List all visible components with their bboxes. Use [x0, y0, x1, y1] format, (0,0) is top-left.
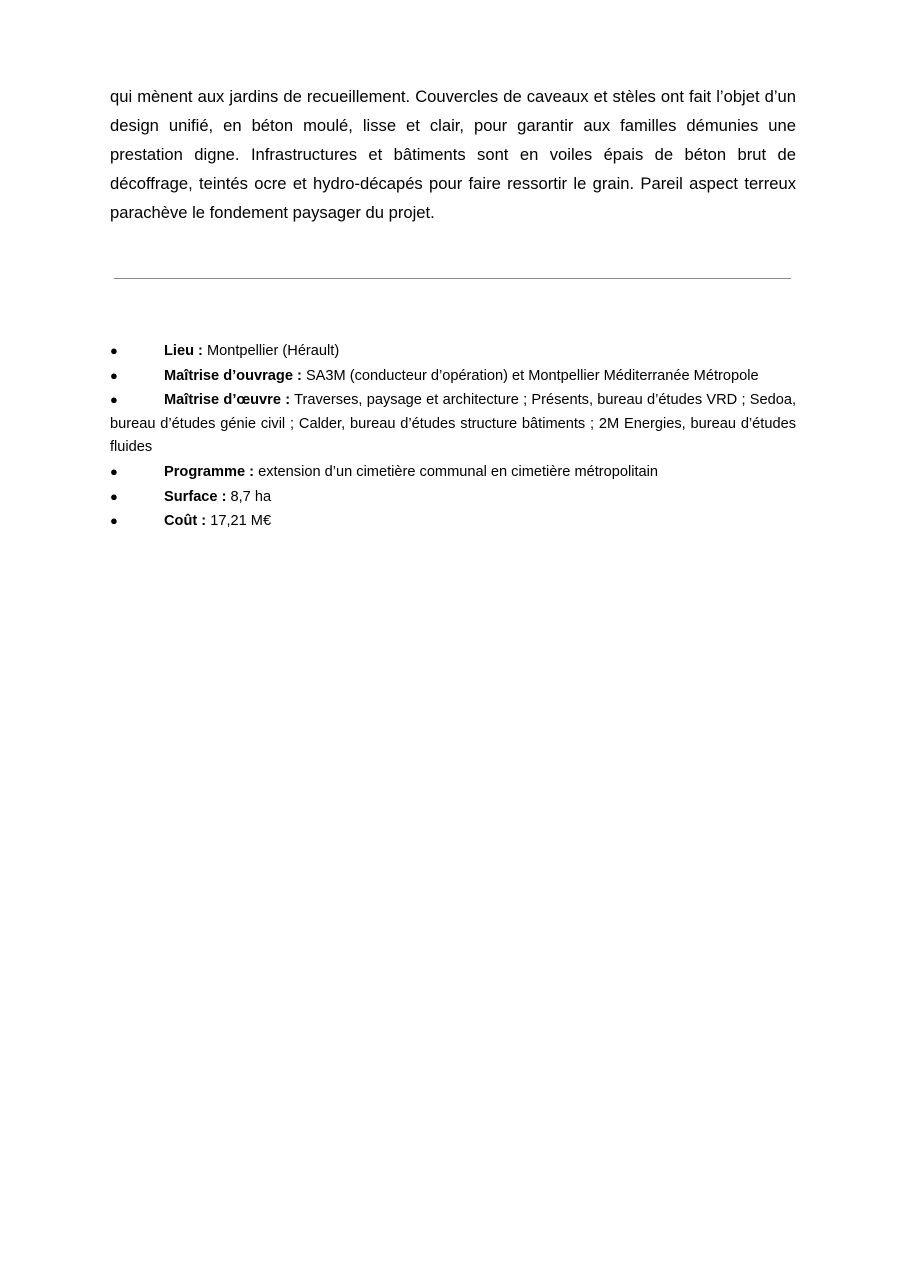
fact-item-maitrise-ouvrage [110, 364, 796, 389]
bullet-icon: ● [110, 367, 118, 383]
fact-value: Montpellier (Hérault) [206, 343, 340, 359]
bullet-icon: ● [110, 343, 118, 358]
fact-value: SA3M (conducteur d’opération) et Montpellier Méditerranée Métropole [305, 367, 759, 384]
bullet-icon: ● [110, 463, 118, 479]
fact-label: Maîtrise d’ouvrage : [164, 367, 302, 384]
fact-item-programme [110, 460, 796, 485]
horizontal-divider [114, 278, 791, 279]
fact-value: Traverses, paysage et architecture ; Présents, bureau d’études VRD ; Sedoa, bureau d’études génie civil ; Calder, bureau d’études structure bâtiments ; 2M Energies, bureau d’études fluides [110, 392, 797, 456]
fact-item-cout [110, 509, 796, 534]
fact-item-lieu [110, 339, 796, 364]
fact-label: Lieu : [164, 343, 203, 359]
fact-item-maitrise-oeuvre [110, 388, 796, 460]
project-facts-list [110, 339, 796, 534]
fact-value: extension d’un cimetière communal en cimetière métropolitain [258, 463, 658, 480]
fact-label: Surface : [164, 488, 227, 505]
bullet-icon: ● [110, 392, 118, 408]
fact-label: Coût : [164, 513, 207, 530]
bullet-icon: ● [110, 488, 118, 504]
fact-value: 17,21 M€ [210, 513, 272, 530]
fact-label: Maîtrise d’œuvre : [164, 392, 291, 409]
fact-label: Programme : [164, 463, 255, 480]
fact-item-surface [110, 485, 796, 510]
body-paragraph: qui mènent aux jardins de recueillement. Couvercles de caveaux et stèles ont fait l’objet d’un design unifié, en béton moulé, lisse et clair, pour garantir aux familles démunies une prestation digne. Infrastructures et bâtiments sont en voiles épais de béton brut de décoffrage, teintés ocre et hydro-décapés pour faire ressortir le grain. Pareil aspect terreux parachève le fondement paysager du projet. [110, 87, 796, 222]
bullet-icon: ● [110, 513, 118, 529]
fact-value: 8,7 ha [230, 488, 272, 505]
